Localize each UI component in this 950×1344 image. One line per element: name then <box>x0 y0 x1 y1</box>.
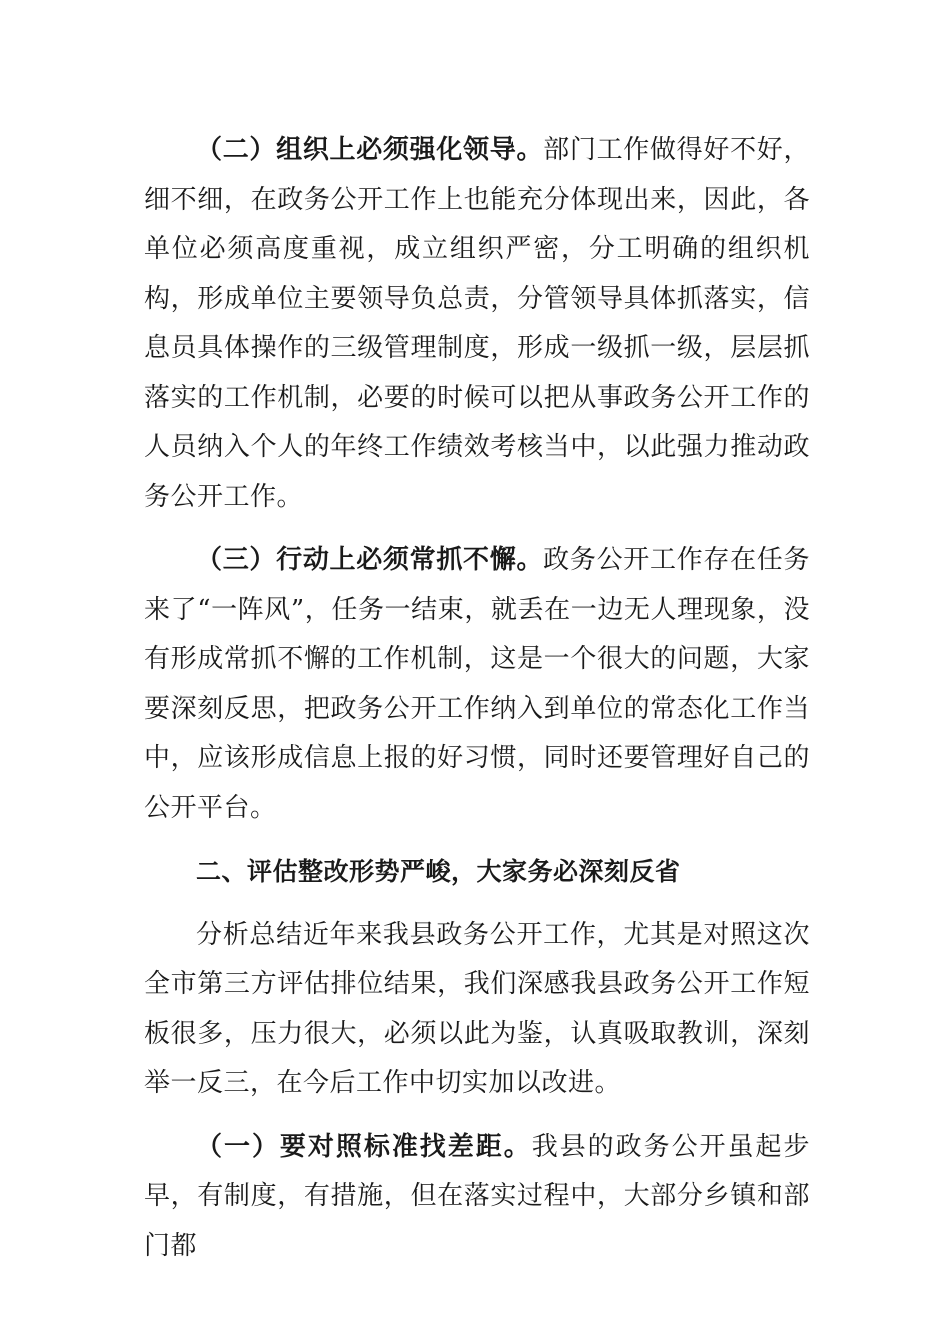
paragraph-lead: （三）行动上必须常抓不懈。 <box>196 545 544 575</box>
paragraph-lead: （一）要对照标准找差距。 <box>196 1131 532 1162</box>
paragraph-standards <box>144 1123 810 1272</box>
paragraph-organization <box>144 126 810 522</box>
paragraph-persistence <box>144 536 810 833</box>
paragraph-analysis <box>144 911 810 1109</box>
paragraph-body: 分析总结近年来我县政务公开工作，尤其是对照这次全市第三方评估排位结果，我们深感我县政务公开工作短板很多，压力很大，必须以此为鉴，认真吸取教训，深刻举一反三，在今后工作中切实加以改进。 <box>144 919 810 1098</box>
section-heading: 二、评估整改形势严峻，大家务必深刻反省 <box>196 857 681 886</box>
paragraph-body: 部门工作做得好不好，细不细，在政务公开工作上也能充分体现出来，因此，各单位必须高度重视，成立组织严密，分工明确的组织机构，形成单位主要领导负总责，分管领导具体抓落实，信息员具体操作的三级管理制度，形成一级抓一级，层层抓落实的工作机制，必要的时候可以把从事政务公开工作的人员纳入个人的年终工作绩效考核当中，以此强力推动政务公开工作。 <box>144 135 810 512</box>
paragraph-body: 我县的政务公开虽起步早，有制度，有措施，但在落实过程中，大部分乡镇和部门都 <box>144 1131 810 1261</box>
paragraph-body: 政务公开工作存在任务来了“一阵风”，任务一结束，就丢在一边无人理现象，没有形成常抓不懈的工作机制，这是一个很大的问题，大家要深刻反思，把政务公开工作纳入到单位的常态化工作当中，应该形成信息上报的好习惯，同时还要管理好自己的公开平台。 <box>144 545 810 823</box>
paragraph-lead: （二）组织上必须强化领导。 <box>196 135 544 165</box>
